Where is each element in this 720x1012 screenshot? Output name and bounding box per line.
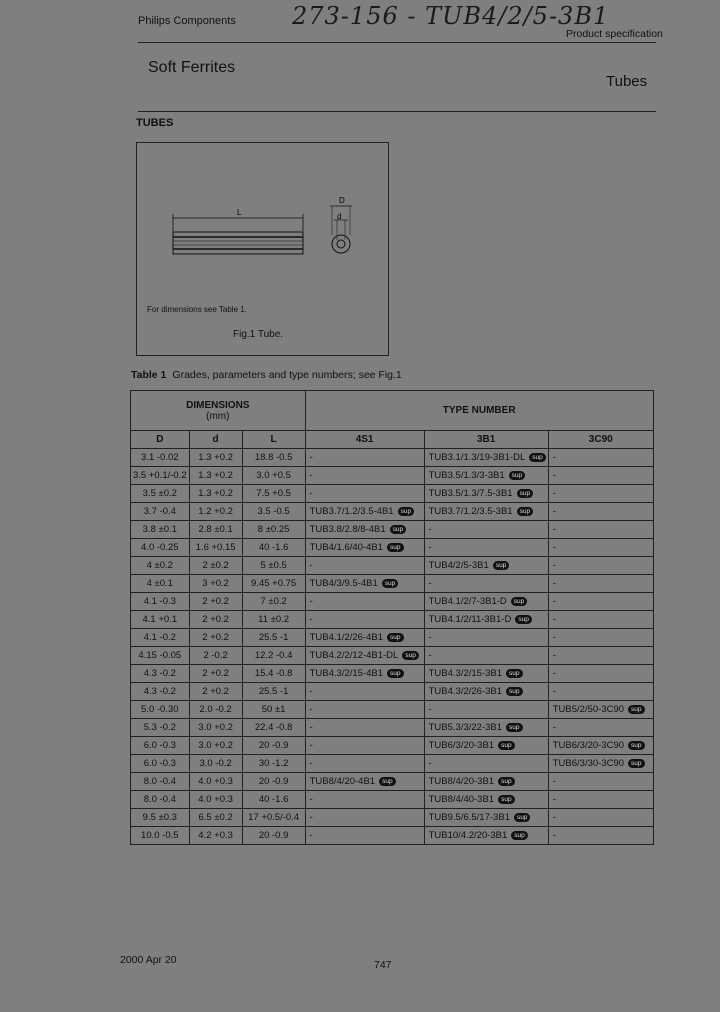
cell-D: 9.5 ±0.3 bbox=[131, 809, 190, 827]
sup-badge: sup bbox=[506, 669, 522, 678]
document-title: Soft Ferrites bbox=[148, 59, 236, 76]
table-row bbox=[131, 755, 654, 773]
type-number-text: TUB8/4/20-3B1 bbox=[428, 776, 495, 787]
cell-type-number bbox=[305, 665, 424, 683]
cell-d: 3.0 +0.2 bbox=[189, 737, 242, 755]
col-d-header: d bbox=[189, 431, 242, 449]
cell-L: 3.5 -0.5 bbox=[242, 503, 305, 521]
cell-L: 40 -1.6 bbox=[242, 539, 305, 557]
type-number-text: - bbox=[428, 524, 432, 535]
cell-L: 11 ±0.2 bbox=[242, 611, 305, 629]
cell-type-number bbox=[305, 629, 424, 647]
type-number-text: - bbox=[552, 722, 556, 733]
cell-type-number bbox=[424, 809, 548, 827]
type-number-text: - bbox=[309, 722, 313, 733]
cell-d: 2 -0.2 bbox=[189, 647, 242, 665]
table-row bbox=[131, 683, 654, 701]
table-row bbox=[131, 521, 654, 539]
type-number-text: - bbox=[309, 758, 313, 769]
tube-drawing bbox=[137, 143, 388, 355]
cell-type-number bbox=[424, 503, 548, 521]
cell-D: 4 ±0.1 bbox=[131, 575, 190, 593]
table-row bbox=[131, 629, 654, 647]
type-number-text: - bbox=[552, 830, 556, 841]
cell-d: 4.0 +0.3 bbox=[189, 791, 242, 809]
cell-L: 50 ±1 bbox=[242, 701, 305, 719]
cell-d: 2 +0.2 bbox=[189, 683, 242, 701]
cell-d: 1.3 +0.2 bbox=[189, 449, 242, 467]
cell-type-number bbox=[424, 827, 548, 845]
cell-L: 5 ±0.5 bbox=[242, 557, 305, 575]
sup-badge: sup bbox=[509, 471, 525, 480]
cell-D: 3.5 ±0.2 bbox=[131, 485, 190, 503]
cell-L: 9.45 +0.75 bbox=[242, 575, 305, 593]
type-number-text: - bbox=[309, 830, 313, 841]
cell-d: 2 +0.2 bbox=[189, 593, 242, 611]
type-number-text: - bbox=[309, 794, 313, 805]
cell-L: 25.5 -1 bbox=[242, 683, 305, 701]
type-number-text: - bbox=[428, 578, 432, 589]
cell-L: 20 -0.9 bbox=[242, 773, 305, 791]
cell-d: 2.0 -0.2 bbox=[189, 701, 242, 719]
cell-type-number bbox=[548, 521, 653, 539]
cell-d: 6.5 ±0.2 bbox=[189, 809, 242, 827]
sup-badge: sup bbox=[398, 507, 414, 516]
type-number-text: TUB3.5/1.3/3-3B1 bbox=[428, 470, 505, 481]
cell-type-number bbox=[305, 611, 424, 629]
cell-type-number bbox=[548, 665, 653, 683]
cell-D: 4.1 +0.1 bbox=[131, 611, 190, 629]
type-number-text: - bbox=[309, 812, 313, 823]
sup-badge: sup bbox=[511, 597, 527, 606]
cell-D: 5.0 -0.30 bbox=[131, 701, 190, 719]
cell-L: 7.5 +0.5 bbox=[242, 485, 305, 503]
table-row bbox=[131, 557, 654, 575]
cell-L: 17 +0.5/-0.4 bbox=[242, 809, 305, 827]
cell-type-number bbox=[305, 827, 424, 845]
type-number-text: TUB4.3/2/15-4B1 bbox=[309, 668, 384, 679]
cell-type-number bbox=[305, 449, 424, 467]
type-number-text: - bbox=[309, 596, 313, 607]
sup-badge: sup bbox=[498, 741, 514, 750]
cell-d: 4.2 +0.3 bbox=[189, 827, 242, 845]
sup-badge: sup bbox=[517, 489, 533, 498]
cell-type-number bbox=[548, 629, 653, 647]
type-number-text: TUB4.3/2/26-3B1 bbox=[428, 686, 503, 697]
cell-D: 4.3 -0.2 bbox=[131, 665, 190, 683]
sup-badge: sup bbox=[529, 453, 545, 462]
dim-D-label: D bbox=[339, 196, 345, 205]
type-number-text: - bbox=[552, 488, 556, 499]
sup-badge: sup bbox=[498, 777, 514, 786]
type-number-text: TUB6/3/20-3C90 bbox=[552, 740, 625, 751]
table-row bbox=[131, 467, 654, 485]
cell-L: 15.4 -0.8 bbox=[242, 665, 305, 683]
table-row bbox=[131, 665, 654, 683]
cell-type-number bbox=[305, 791, 424, 809]
table-caption-label: Table 1 bbox=[131, 369, 167, 381]
cell-D: 8.0 -0.4 bbox=[131, 773, 190, 791]
type-number-text: TUB3.8/2.8/8-4B1 bbox=[309, 524, 386, 535]
sup-badge: sup bbox=[390, 525, 406, 534]
type-number-text: - bbox=[552, 650, 556, 661]
type-number-text: TUB3.7/1.2/3.5-3B1 bbox=[428, 506, 513, 517]
col-L-header: L bbox=[242, 431, 305, 449]
type-number-text: TUB4/1.6/40-4B1 bbox=[309, 542, 384, 553]
cell-d: 1.6 +0.15 bbox=[189, 539, 242, 557]
table-row bbox=[131, 791, 654, 809]
dim-d-label: d bbox=[337, 212, 342, 221]
type-number-text: - bbox=[309, 452, 313, 463]
type-number-text: - bbox=[552, 524, 556, 535]
table-row bbox=[131, 485, 654, 503]
sup-badge: sup bbox=[382, 579, 398, 588]
cell-type-number bbox=[424, 665, 548, 683]
header-divider bbox=[138, 42, 656, 43]
cell-type-number bbox=[305, 647, 424, 665]
cell-d: 3.0 -0.2 bbox=[189, 755, 242, 773]
cell-type-number bbox=[424, 575, 548, 593]
cell-D: 4 ±0.2 bbox=[131, 557, 190, 575]
sup-badge: sup bbox=[387, 669, 403, 678]
type-number-text: - bbox=[309, 560, 313, 571]
cell-D: 3.8 ±0.1 bbox=[131, 521, 190, 539]
cell-type-number bbox=[548, 791, 653, 809]
type-number-text: TUB5.3/3/22-3B1 bbox=[428, 722, 503, 733]
cell-type-number bbox=[548, 575, 653, 593]
document-type: Product specification bbox=[566, 28, 663, 40]
cell-type-number bbox=[305, 683, 424, 701]
cell-type-number bbox=[305, 575, 424, 593]
type-number-text: - bbox=[428, 542, 432, 553]
col-D-header: D bbox=[131, 431, 190, 449]
cell-type-number bbox=[305, 503, 424, 521]
cell-type-number bbox=[305, 809, 424, 827]
cell-type-number bbox=[305, 521, 424, 539]
sup-badge: sup bbox=[628, 705, 644, 714]
cell-D: 4.1 -0.3 bbox=[131, 593, 190, 611]
table-row bbox=[131, 809, 654, 827]
table-row bbox=[131, 449, 654, 467]
type-number-text: - bbox=[309, 470, 313, 481]
cell-type-number bbox=[548, 611, 653, 629]
cell-L: 20 -0.9 bbox=[242, 737, 305, 755]
cell-type-number bbox=[305, 755, 424, 773]
cell-type-number bbox=[305, 539, 424, 557]
cell-D: 3.1 -0.02 bbox=[131, 449, 190, 467]
type-number-text: TUB10/4.2/20-3B1 bbox=[428, 830, 508, 841]
type-number-text: - bbox=[552, 596, 556, 607]
cell-d: 3 +0.2 bbox=[189, 575, 242, 593]
cell-type-number bbox=[305, 737, 424, 755]
sup-badge: sup bbox=[515, 615, 531, 624]
cell-type-number bbox=[424, 539, 548, 557]
cell-type-number bbox=[305, 467, 424, 485]
type-number-text: TUB3.5/1.3/7.5-3B1 bbox=[428, 488, 513, 499]
table-row bbox=[131, 575, 654, 593]
type-number-text: - bbox=[428, 704, 432, 715]
table-row bbox=[131, 647, 654, 665]
type-number-text: TUB8/4/20-4B1 bbox=[309, 776, 376, 787]
cell-type-number bbox=[424, 755, 548, 773]
type-number-text: TUB4.1/2/26-4B1 bbox=[309, 632, 384, 643]
sup-badge: sup bbox=[628, 741, 644, 750]
type-number-text: - bbox=[309, 686, 313, 697]
type-number-text: - bbox=[309, 488, 313, 499]
type-number-text: TUB4.1/2/11-3B1-D bbox=[428, 614, 512, 625]
cell-type-number bbox=[305, 701, 424, 719]
cell-type-number bbox=[424, 791, 548, 809]
figure-caption: Fig.1 Tube. bbox=[233, 329, 284, 340]
type-number-text: - bbox=[552, 452, 556, 463]
type-number-text: - bbox=[552, 794, 556, 805]
company-name: Philips Components bbox=[138, 15, 236, 27]
cell-d: 1.2 +0.2 bbox=[189, 503, 242, 521]
type-number-text: TUB5/2/50-3C90 bbox=[552, 704, 625, 715]
table-body bbox=[131, 449, 654, 845]
cell-d: 1.3 +0.2 bbox=[189, 467, 242, 485]
cell-type-number bbox=[424, 737, 548, 755]
type-number-table bbox=[130, 390, 654, 845]
type-number-text: - bbox=[552, 560, 556, 571]
cell-type-number bbox=[424, 629, 548, 647]
type-number-text: TUB6/3/30-3C90 bbox=[552, 758, 625, 769]
type-number-text: - bbox=[552, 776, 556, 787]
handwritten-annotation: 273-156 - TUB4/2/5-3B1 bbox=[292, 2, 610, 30]
cell-type-number bbox=[424, 485, 548, 503]
cell-D: 3.5 +0.1/-0.2 bbox=[131, 467, 190, 485]
type-number-text: - bbox=[552, 668, 556, 679]
type-number-text: - bbox=[309, 614, 313, 625]
table-row bbox=[131, 593, 654, 611]
cell-type-number bbox=[548, 449, 653, 467]
cell-type-number bbox=[424, 611, 548, 629]
cell-D: 4.3 -0.2 bbox=[131, 683, 190, 701]
type-number-text: TUB4.3/2/15-3B1 bbox=[428, 668, 503, 679]
cell-D: 6.0 -0.3 bbox=[131, 755, 190, 773]
sup-badge: sup bbox=[498, 795, 514, 804]
cell-L: 12.2 -0.4 bbox=[242, 647, 305, 665]
title-divider bbox=[138, 111, 656, 112]
type-number-text: TUB4/3/9.5-4B1 bbox=[309, 578, 378, 589]
cell-L: 3.0 +0.5 bbox=[242, 467, 305, 485]
sup-badge: sup bbox=[387, 633, 403, 642]
cell-type-number bbox=[548, 755, 653, 773]
table-row bbox=[131, 611, 654, 629]
type-number-text: - bbox=[552, 686, 556, 697]
cell-type-number bbox=[548, 773, 653, 791]
grade-3C90-header: 3C90 bbox=[548, 431, 653, 449]
cell-L: 25.5 -1 bbox=[242, 629, 305, 647]
type-number-text: TUB8/4/40-3B1 bbox=[428, 794, 495, 805]
type-number-text: TUB6/3/20-3B1 bbox=[428, 740, 495, 751]
sup-badge: sup bbox=[514, 813, 530, 822]
cell-type-number bbox=[305, 485, 424, 503]
cell-type-number bbox=[548, 809, 653, 827]
cell-type-number bbox=[424, 557, 548, 575]
type-number-text: - bbox=[428, 758, 432, 769]
cell-L: 18.8 -0.5 bbox=[242, 449, 305, 467]
cell-type-number bbox=[424, 701, 548, 719]
cell-L: 8 ±0.25 bbox=[242, 521, 305, 539]
type-number-text: TUB3.7/1.2/3.5-4B1 bbox=[309, 506, 394, 517]
table-row bbox=[131, 737, 654, 755]
cell-type-number bbox=[548, 593, 653, 611]
cell-L: 30 -1.2 bbox=[242, 755, 305, 773]
type-number-text: - bbox=[552, 578, 556, 589]
table-caption-text: Grades, parameters and type numbers; see Fig.1 bbox=[172, 369, 402, 381]
sup-badge: sup bbox=[387, 543, 403, 552]
cell-type-number bbox=[305, 719, 424, 737]
table-row bbox=[131, 773, 654, 791]
type-number-text: - bbox=[552, 632, 556, 643]
cell-type-number bbox=[424, 683, 548, 701]
cell-type-number bbox=[548, 719, 653, 737]
sup-badge: sup bbox=[506, 687, 522, 696]
tube-figure bbox=[136, 142, 389, 356]
cell-type-number bbox=[548, 647, 653, 665]
cell-type-number bbox=[548, 737, 653, 755]
cell-d: 2 +0.2 bbox=[189, 665, 242, 683]
cell-d: 2 ±0.2 bbox=[189, 557, 242, 575]
cell-d: 1.3 +0.2 bbox=[189, 485, 242, 503]
cell-d: 2.8 ±0.1 bbox=[189, 521, 242, 539]
table-row bbox=[131, 503, 654, 521]
page-number: 747 bbox=[374, 959, 392, 971]
sup-badge: sup bbox=[402, 651, 418, 660]
grade-3B1-header: 3B1 bbox=[424, 431, 548, 449]
grade-4S1-header: 4S1 bbox=[305, 431, 424, 449]
type-number-text: - bbox=[428, 650, 432, 661]
cell-L: 20 -0.9 bbox=[242, 827, 305, 845]
type-number-text: - bbox=[309, 704, 313, 715]
cell-type-number bbox=[305, 593, 424, 611]
type-number-text: - bbox=[552, 506, 556, 517]
cell-d: 2 +0.2 bbox=[189, 611, 242, 629]
cell-type-number bbox=[424, 521, 548, 539]
cell-type-number bbox=[424, 647, 548, 665]
table-row bbox=[131, 701, 654, 719]
sup-badge: sup bbox=[511, 831, 527, 840]
dimensions-header: DIMENSIONS (mm) bbox=[131, 391, 306, 431]
cell-D: 8.0 -0.4 bbox=[131, 791, 190, 809]
type-number-text: - bbox=[309, 740, 313, 751]
type-number-text: TUB4.2/2/12-4B1-DL bbox=[309, 650, 399, 661]
type-number-text: - bbox=[552, 614, 556, 625]
cell-type-number bbox=[305, 557, 424, 575]
table-caption bbox=[131, 369, 402, 381]
product-category: Tubes bbox=[606, 73, 648, 90]
figure-note: For dimensions see Table 1. bbox=[147, 305, 247, 314]
cell-type-number bbox=[548, 827, 653, 845]
cell-type-number bbox=[424, 773, 548, 791]
type-number-text: - bbox=[552, 542, 556, 553]
cell-type-number bbox=[548, 503, 653, 521]
cell-D: 4.1 -0.2 bbox=[131, 629, 190, 647]
table-row bbox=[131, 827, 654, 845]
sup-badge: sup bbox=[628, 759, 644, 768]
type-number-text: TUB3.1/1.3/19-3B1-DL bbox=[428, 452, 526, 463]
dim-L-label: L bbox=[237, 208, 242, 217]
cell-D: 3.7 -0.4 bbox=[131, 503, 190, 521]
cell-type-number bbox=[548, 467, 653, 485]
sup-badge: sup bbox=[506, 723, 522, 732]
cell-D: 4.15 -0.05 bbox=[131, 647, 190, 665]
cell-type-number bbox=[548, 539, 653, 557]
cell-type-number bbox=[424, 593, 548, 611]
cell-d: 2 +0.2 bbox=[189, 629, 242, 647]
sup-badge: sup bbox=[379, 777, 395, 786]
cell-D: 10.0 -0.5 bbox=[131, 827, 190, 845]
type-number-text: - bbox=[552, 812, 556, 823]
type-number-text: TUB4.1/2/7-3B1-D bbox=[428, 596, 507, 607]
cell-L: 40 -1.6 bbox=[242, 791, 305, 809]
cell-d: 4.0 +0.3 bbox=[189, 773, 242, 791]
cell-type-number bbox=[424, 467, 548, 485]
cell-type-number bbox=[424, 719, 548, 737]
cell-type-number bbox=[548, 485, 653, 503]
cell-type-number bbox=[424, 449, 548, 467]
type-number-text: TUB9.5/6.5/17-3B1 bbox=[428, 812, 510, 823]
cell-D: 6.0 -0.3 bbox=[131, 737, 190, 755]
type-number-header: TYPE NUMBER bbox=[305, 391, 653, 431]
cell-D: 5.3 -0.2 bbox=[131, 719, 190, 737]
cell-type-number bbox=[548, 701, 653, 719]
section-title: TUBES bbox=[136, 117, 174, 129]
footer-date: 2000 Apr 20 bbox=[120, 954, 177, 966]
sup-badge: sup bbox=[493, 561, 509, 570]
table-row bbox=[131, 539, 654, 557]
cell-type-number bbox=[548, 683, 653, 701]
cell-type-number bbox=[548, 557, 653, 575]
table-row bbox=[131, 719, 654, 737]
type-number-text: - bbox=[428, 632, 432, 643]
type-number-text: TUB4/2/5-3B1 bbox=[428, 560, 489, 571]
cell-L: 22.4 -0.8 bbox=[242, 719, 305, 737]
type-number-text: - bbox=[552, 470, 556, 481]
sup-badge: sup bbox=[517, 507, 533, 516]
cell-type-number bbox=[305, 773, 424, 791]
cell-L: 7 ±0.2 bbox=[242, 593, 305, 611]
cell-d: 3.0 +0.2 bbox=[189, 719, 242, 737]
cell-D: 4.0 -0.25 bbox=[131, 539, 190, 557]
